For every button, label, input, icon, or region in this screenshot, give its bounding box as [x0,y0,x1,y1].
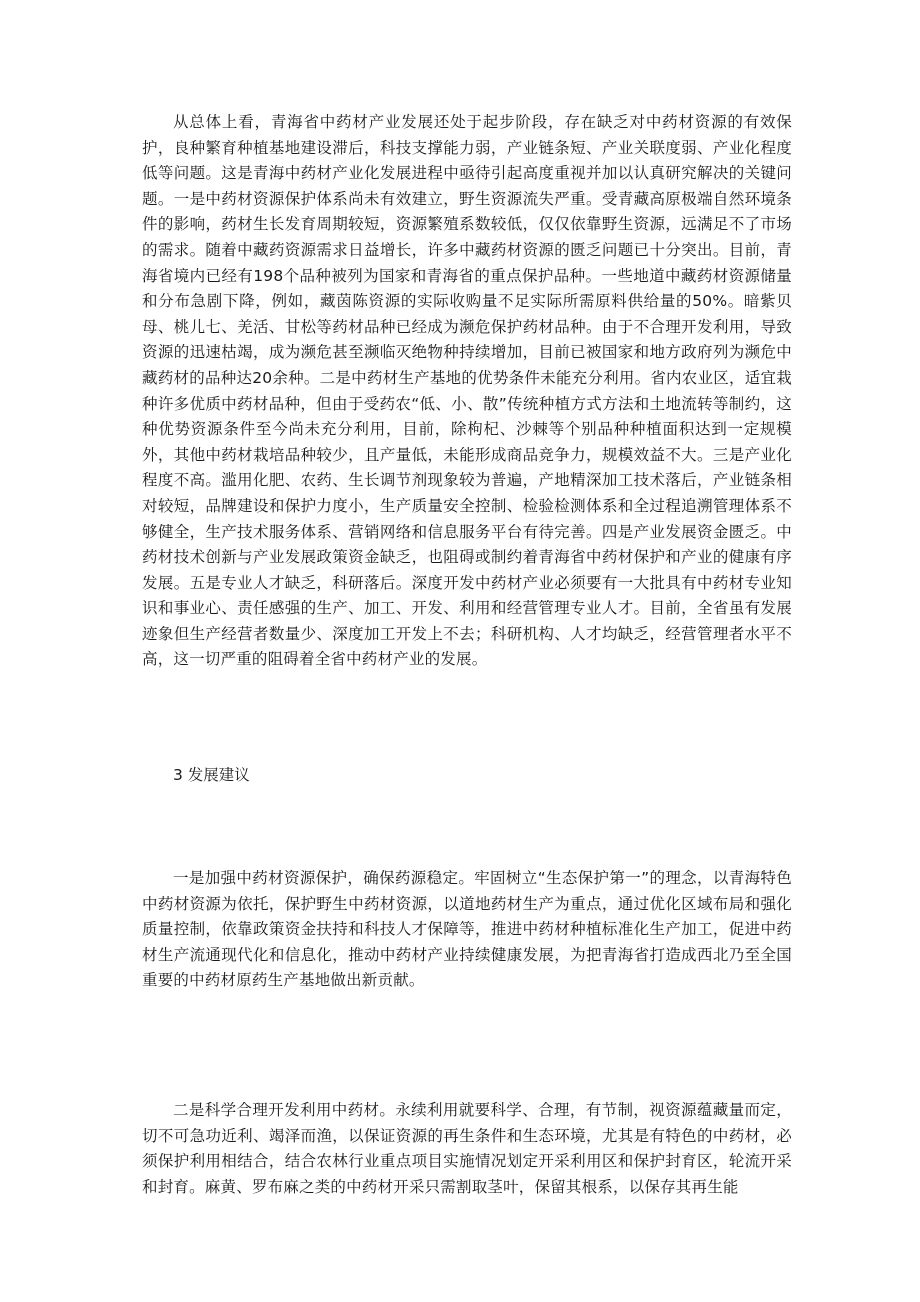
body-paragraph-suggestion-1: 一是加强中药材资源保护，确保药源稳定。牢固树立“生态保护第一”的理念，以青海特色中药材资源为依托，保护野生中药材资源，以道地药材生产为重点，通过优化区域布局和强化质量控制，依靠政策资金扶持和科技人才保障等，推进中药材种植标准化生产加工，促进中药材生产流通现代化和信息化，推动中药材产业持续健康发展，为把青海省打造成西北乃至全国重要的中药材原药生产基地做出新贡献。 [142,869,792,990]
body-paragraph-problems: 从总体上看，青海省中药材产业发展还处于起步阶段，存在缺乏对中药材资源的有效保护，良种繁育种植基地建设滞后，科技支撑能力弱，产业链条短、产业关联度弱、产业化程度低等问题。这是青海中药材产业化发展进程中亟待引起高度重视并加以认真研究解决的关键问题。一是中药材资源保护体系尚未有效建立，野生资源流失严重。受青藏高原极端自然环境条件的影响，药材生长发育周期较短，资源繁殖系数较低，仅仅依靠野生资源，远满足不了市场的需求。随着中藏药资源需求日益增长，许多中藏药材资源的匮乏问题已十分突出。目前，青海省境内已经有198个品种被列为国家和青海省的重点保护品种。一些地道中藏药材资源储量和分布急剧下降，例如，藏茵陈资源的实际收购量不足实际所需原料供给量的50%。暗紫贝母、桃儿七、羌活、甘松等药材品种已经成为濒危保护药材品种。由于不合理开发利用，导致资源的迅速枯竭，成为濒危甚至濒临灭绝物种持续增加，目前已被国家和地方政府列为濒危中藏药材的品种达20余种。二是中药材生产基地的优势条件未能充分利用。省内农业区，适宜栽种许多优质中药材品种，但由于受药农“低、小、散”传统种植方式方法和土地流转等制约，这种优势资源条件至今尚未充分利用，目前，除枸杞、沙棘等个别品种种植面积达到一定规模外，其他中药材栽培品种较少，且产量低，未能形成商品竞争力，规模效益不大。三是产业化程度不高。滥用化肥、农药、生长调节剂现象较为普遍，产地精深加工技术落后，产业链条相对较短，品牌建设和保护力度小，生产质量安全控制、检验检测体系和全过程追溯管理体系不够健全，生产技术服务体系、营销网络和信息服务平台有待完善。四是产业发展资金匮乏。中药材技术创新与产业发展政策资金缺乏，也阻碍或制约着青海省中药材保护和产业的健康有序发展。五是专业人才缺乏，科研落后。深度开发中药材产业必须要有一大批具有中药材专业知识和事业心、责任感强的生产、加工、开发、利用和经营管理专业人才。目前，全省虽有发展迹象但生产经营者数量少、深度加工开发上不去；科研机构、人才均缺乏，经营管理者水平不高，这一切严重的阻碍着全省中药材产业的发展。 [142,113,792,669]
body-paragraph-suggestion-2: 二是科学合理开发利用中药材。永续利用就要科学、合理，有节制，视资源蕴藏量而定，切不可急功近利、竭泽而渔，以保证资源的再生条件和生态环境，尤其是有特色的中药材，必须保护利用相结合，结合农林行业重点项目实施情况划定开采利用区和保护封育区，轮流开采和封育。麻黄、罗布麻之类的中药材开采只需割取茎叶，保留其根系，以保存其再生能 [142,1101,792,1196]
section-heading: 3 发展建议 [173,766,250,784]
